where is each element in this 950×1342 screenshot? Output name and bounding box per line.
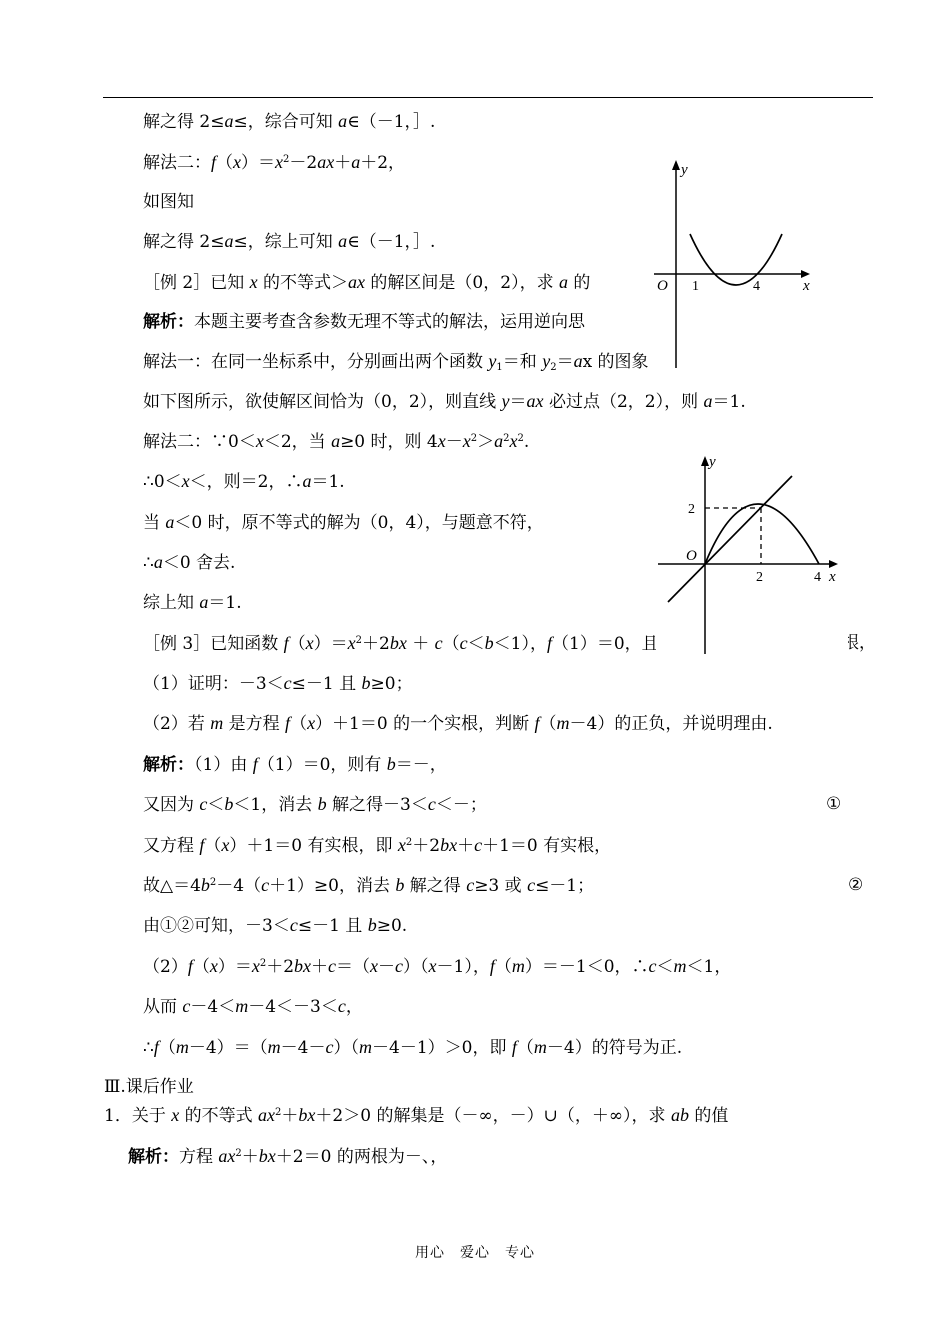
text-line: 故$\triangle=4b^2-4(c+1)\ge 0$，消去 b 解之得 c≥3 或 c≤－1； <box>143 875 595 896</box>
text-line: ∴0＜x＜，则＝2，∴a＝1. <box>143 471 345 492</box>
fig1-x-arrow <box>801 270 810 278</box>
text-line: 从而 c－4＜m－4＜－3＜c， <box>143 996 363 1017</box>
fig2-xtick-4: 4 <box>814 570 821 585</box>
text-line: ∴a＜0 舍去. <box>143 552 236 573</box>
page-footer: 用心 爱心 专心 <box>415 1245 535 1261</box>
fig2-curve <box>705 504 819 564</box>
text-line: 解之得 2≤a≤，综合可知 a∈（－1，］. <box>143 111 436 132</box>
text-line: 又因为 c＜b＜1，消去 b 解之得－3＜c＜－； <box>143 794 487 815</box>
line-curve-figure <box>656 450 848 656</box>
fig2-origin-label: O <box>686 548 697 564</box>
text-line: 1．关于 x 的不等式 $ax^2+bx+2>0$ 的解集是（－∞，－）∪（，＋∞），求 ab 的值 <box>104 1105 729 1126</box>
text-line: ∴f（m－4）＝（m－4－c）（m－4－1）＞0，即 f（m－4）的符号为正. <box>143 1037 683 1058</box>
fig2-y-label: y <box>709 454 716 470</box>
text-line: 如下图所示，欲使解区间恰为（0，2），则直线 y＝ax 必过点（2，2），则 a＝1. <box>143 391 746 412</box>
text-line: （2）若 m 是方程 f（x）＋1＝0 的一个实根，判断 f（m－4）的正负，并说明理由. <box>143 713 773 734</box>
text-line: 解法一：在同一坐标系中，分别画出两个函数 $y_1=$和 $y_2=ax$ 的图象 <box>143 351 649 373</box>
text-line: 解析：本题主要考查含参数无理不等式的解法，运用逆向思 <box>143 312 585 332</box>
text-line: 如图知 <box>143 192 194 212</box>
text-line: 根， <box>842 633 876 653</box>
circled-mark-2: ② <box>848 875 864 895</box>
text-line: 解析：（1）由 f（1）＝0，则有 b＝－， <box>143 754 447 775</box>
fig1-origin-label: O <box>657 278 668 294</box>
text-line: ［例 3］已知函数 $f(x)=x^2+2bx + c(c<b<1)$，f（1）＝0，且 <box>143 633 659 654</box>
fig2-ytick-2: 2 <box>688 502 695 517</box>
text-line: $(2)f(x)=x^2+2bx+c=(x-c)(x-1)$，f（m）＝－1＜0，∴c＜m＜1， <box>143 956 732 977</box>
text-line: 当 a＜0 时，原不等式的解为（0，4），与题意不符， <box>143 512 544 533</box>
fig2-x-label: x <box>829 569 836 585</box>
fig1-y-label: y <box>681 162 688 178</box>
fig2-line-y-eq-ax <box>668 476 792 602</box>
header-rule <box>103 97 873 98</box>
text-line: 解法二：$f(x)=x^2-2ax+a+2$， <box>143 152 406 173</box>
fig1-tick-4: 4 <box>753 279 760 294</box>
text-line: （1）证明：－3＜c≤－1 且 b≥0； <box>143 673 413 694</box>
fig2-y-arrow <box>701 456 709 466</box>
fig2-x-arrow <box>829 560 838 568</box>
text-line: 综上知 a＝1. <box>143 592 242 613</box>
text-line: 解析：方程 $ax^2+bx+2=0$ 的两根为－、， <box>128 1146 448 1167</box>
parabola-figure <box>652 152 820 370</box>
text-line: ［例 2］已知 x 的不等式＞ax 的解区间是（0，2），求 a 的 <box>143 272 591 293</box>
text-line: 解法二：∵0＜x＜2，当 a≥0 时，则 $4x-x^2>a^2x^2$. <box>143 431 530 452</box>
text-line: 又方程 f（x）＋1＝0 有实根，即 $x^2+2bx+c+1=0$ 有实根， <box>143 835 612 856</box>
fig1-tick-1: 1 <box>692 279 699 294</box>
fig2-xtick-2: 2 <box>756 570 763 585</box>
circled-mark-1: ① <box>826 794 842 814</box>
fig1-parabola-curve <box>690 234 782 285</box>
section-heading: Ⅲ.课后作业 <box>104 1077 194 1097</box>
fig1-x-label: x <box>803 278 810 294</box>
fig1-y-arrow <box>672 160 680 170</box>
text-line: 解之得 2≤a≤，综上可知 a∈（－1，］. <box>143 231 436 252</box>
text-line: 由①②可知，－3＜c≤－1 且 b≥0. <box>143 915 408 936</box>
